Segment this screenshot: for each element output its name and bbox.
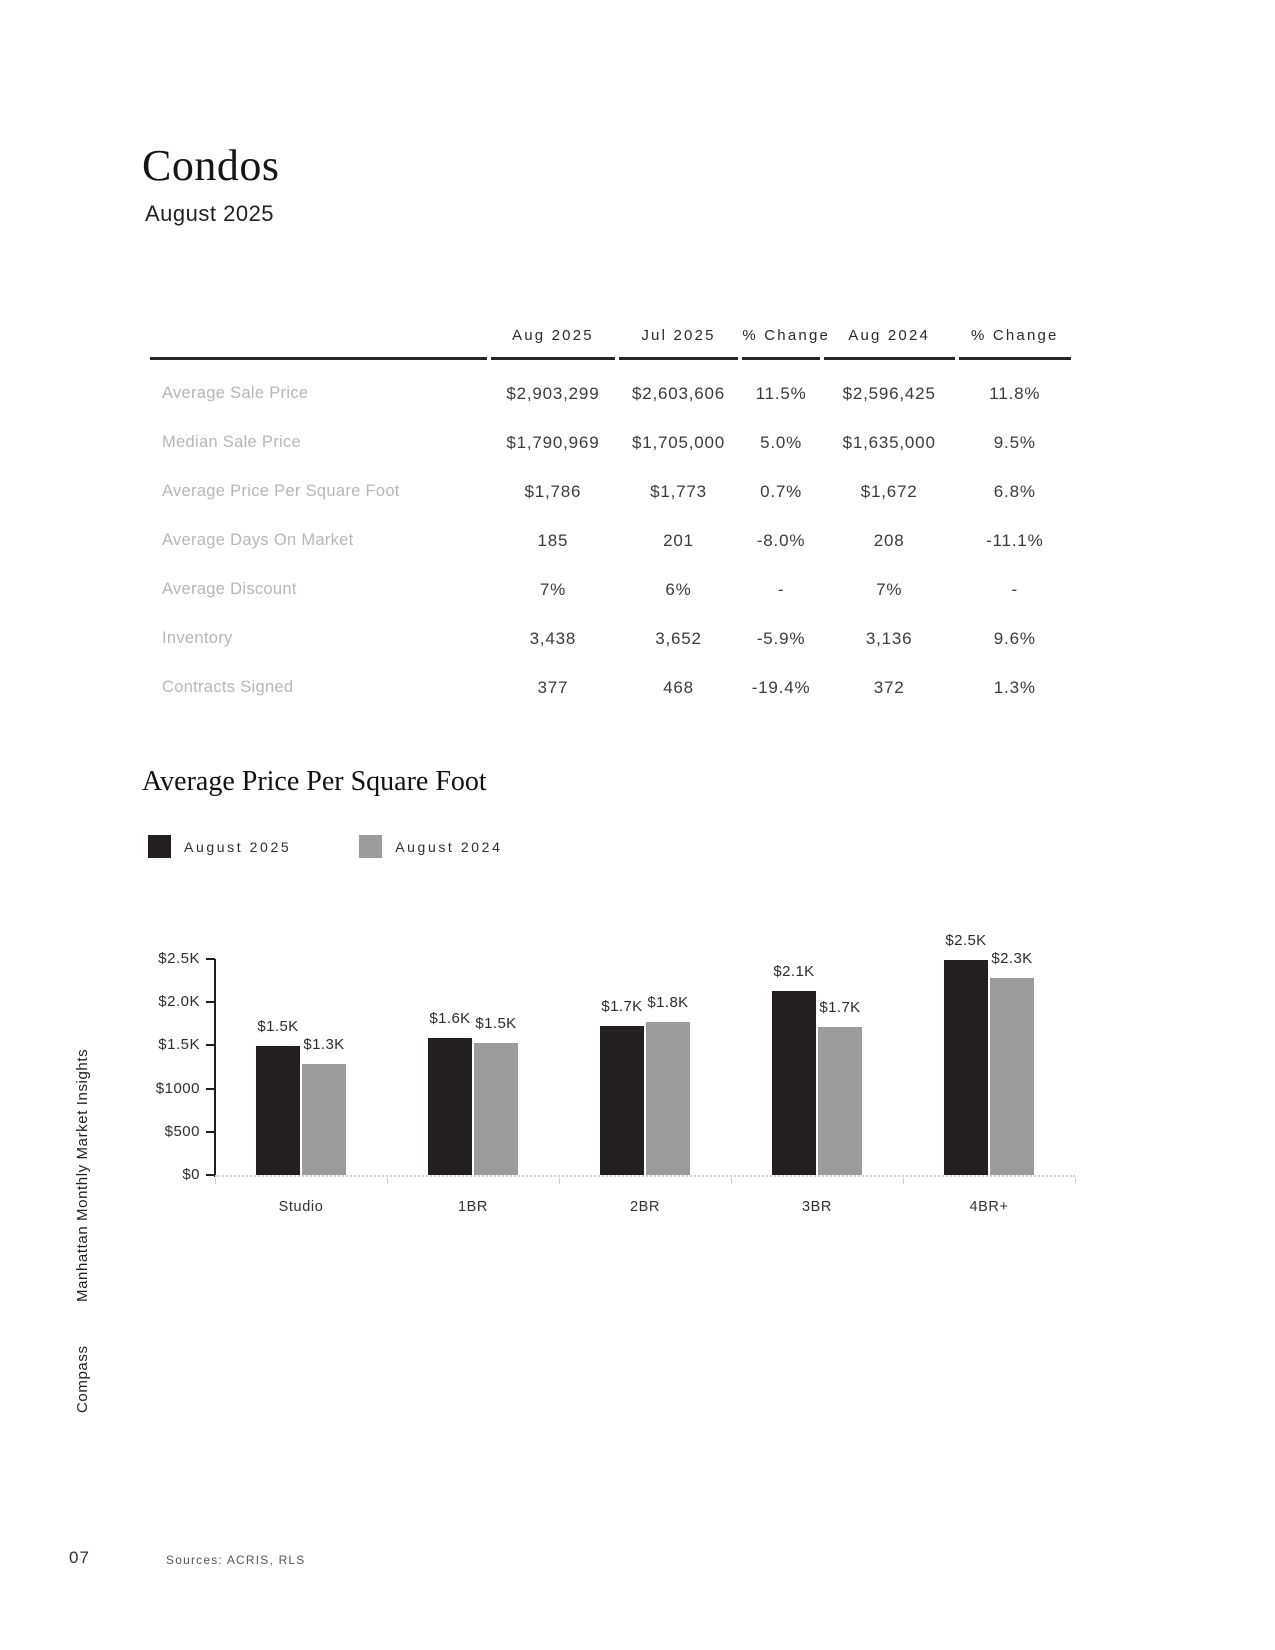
axis-slot-tick: [1075, 1178, 1076, 1184]
cell-value: 208: [873, 530, 905, 550]
bar-aug-2025: [944, 960, 988, 1175]
legend-swatch-aug-2024-icon: [359, 835, 382, 858]
row-label: Average Price Per Square Foot: [162, 482, 400, 500]
cell-value: 372: [873, 677, 905, 697]
x-category-label: 1BR: [457, 1199, 488, 1215]
bar-value-label: $2.1K: [773, 963, 815, 980]
section-title: Average Price Per Square Foot: [142, 766, 487, 797]
stats-table-header-row: [150, 300, 1071, 360]
x-category-label: 3BR: [801, 1199, 832, 1215]
axis-slot-tick: [215, 1178, 216, 1184]
cell-value: 11.5%: [755, 383, 807, 403]
bar-value-label: $1.8K: [647, 994, 689, 1011]
cell-value: -11.1%: [986, 530, 1044, 550]
cell-value: -19.4%: [751, 677, 811, 697]
cell-value: 9.5%: [993, 432, 1036, 452]
cell-value: 377: [537, 677, 569, 697]
bar-aug-2024: [990, 978, 1034, 1175]
bar-value-label: $1.5K: [475, 1015, 517, 1032]
x-category-label: Studio: [278, 1199, 324, 1215]
bar-value-label: $1.5K: [257, 1018, 299, 1035]
sources-note: Sources: ACRIS, RLS: [166, 1553, 306, 1567]
cell-value: 0.7%: [760, 481, 803, 501]
bar-value-label: $2.5K: [945, 932, 987, 949]
bar-aug-2024: [474, 1043, 518, 1175]
cell-value: $1,635,000: [842, 432, 936, 452]
bar-aug-2024: [818, 1027, 862, 1175]
column-header: Aug 2024: [824, 300, 955, 360]
cell-value: 201: [663, 530, 694, 550]
table-row: [150, 565, 1071, 614]
row-label: Average Discount: [162, 580, 297, 598]
y-tick-label: $2.5K: [158, 950, 200, 967]
cell-value: 1.3%: [993, 677, 1036, 697]
cell-value: -8.0%: [756, 530, 806, 550]
table-row: [150, 418, 1071, 467]
legend-label: August 2024: [395, 838, 503, 855]
chart-legend: [148, 835, 502, 858]
bar-value-label: $1.7K: [601, 998, 643, 1015]
cell-value: $2,596,425: [842, 383, 936, 403]
bar-value-label: $1.3K: [303, 1036, 345, 1053]
axis-slot-tick: [903, 1178, 904, 1184]
cell-value: 3,652: [655, 628, 702, 648]
bar-aug-2025: [600, 1026, 644, 1175]
page-title: Condos: [142, 141, 280, 190]
x-category-label: 2BR: [629, 1199, 660, 1215]
bar-aug-2025: [428, 1038, 472, 1175]
cell-value: 185: [537, 530, 569, 550]
cell-value: 9.6%: [993, 628, 1036, 648]
y-tick-mark: [206, 1088, 215, 1090]
table-row: [150, 614, 1071, 663]
cell-value: 7%: [539, 579, 566, 599]
axis-slot-tick: [731, 1178, 732, 1184]
bar-aug-2024: [302, 1064, 346, 1175]
cell-value: 468: [663, 677, 694, 697]
cell-value: $1,705,000: [631, 432, 726, 452]
table-row: [150, 467, 1071, 516]
table-row: [150, 663, 1071, 712]
axis-slot-tick: [387, 1178, 388, 1184]
row-label: Median Sale Price: [162, 433, 302, 451]
stats-table-body: [150, 360, 1071, 712]
y-tick-mark: [206, 1001, 215, 1003]
y-tick-label: $2.0K: [158, 993, 200, 1011]
cell-value: 11.8%: [989, 383, 1041, 403]
bar-aug-2024: [646, 1022, 690, 1175]
cell-value: 3,136: [865, 628, 913, 648]
y-tick-label: $1.5K: [158, 1036, 200, 1054]
bar-aug-2025: [256, 1046, 300, 1175]
y-tick-mark: [206, 958, 215, 960]
legend-item: [148, 835, 291, 858]
row-label: Contracts Signed: [162, 678, 294, 696]
column-header: Jul 2025: [619, 300, 739, 360]
row-label: Inventory: [162, 629, 233, 647]
bar-value-label: $1.6K: [429, 1010, 471, 1027]
stats-table: [146, 300, 1075, 712]
bar-value-label: $2.3K: [991, 950, 1033, 967]
y-axis: [214, 959, 216, 1177]
x-category-label: 4BR+: [969, 1199, 1009, 1215]
cell-value: 5.0%: [760, 432, 803, 452]
bar-value-label: $1.7K: [819, 999, 861, 1016]
legend-swatch-aug-2025-icon: [148, 835, 171, 858]
cell-value: $1,773: [650, 481, 707, 501]
column-header: Aug 2025: [491, 300, 614, 360]
cell-value: $2,603,606: [631, 383, 726, 403]
cell-value: $1,672: [860, 481, 918, 501]
cell-value: 6%: [665, 579, 692, 599]
x-axis-baseline: [215, 1175, 1075, 1177]
y-tick-mark: [206, 1044, 215, 1046]
y-tick-mark: [206, 1131, 215, 1133]
cell-value: $2,903,299: [506, 383, 600, 403]
sidebar-vertical-title: Manhattan Monthly Market Insights: [74, 1048, 91, 1302]
cell-value: $1,790,969: [506, 432, 600, 452]
axis-slot-tick: [559, 1178, 560, 1184]
cell-value: -: [777, 579, 785, 599]
page-subtitle: August 2025: [145, 201, 275, 226]
legend-item: [359, 835, 502, 858]
y-tick-label: $1000: [155, 1079, 200, 1097]
bar-aug-2025: [772, 991, 816, 1175]
y-tick-label: $0: [182, 1166, 200, 1183]
column-header-empty: [150, 300, 487, 360]
table-row: [150, 516, 1071, 565]
cell-value: -: [1011, 579, 1019, 599]
cell-value: 3,438: [529, 628, 577, 648]
cell-value: $1,786: [524, 481, 582, 501]
cell-value: 6.8%: [993, 481, 1036, 501]
row-label: Average Sale Price: [162, 384, 309, 402]
legend-label: August 2025: [184, 838, 292, 855]
cell-value: 7%: [876, 579, 903, 599]
column-header: % Change: [959, 300, 1071, 360]
column-header: % Change: [742, 300, 819, 360]
row-label: Average Days On Market: [162, 531, 354, 549]
y-tick-label: $500: [164, 1122, 200, 1140]
bar-chart: [130, 932, 1090, 1250]
table-row: [150, 360, 1071, 418]
y-tick-mark: [206, 1174, 215, 1176]
sidebar-brand: Compass: [74, 1345, 91, 1413]
page-number: 07: [69, 1548, 90, 1567]
cell-value: -5.9%: [756, 628, 806, 648]
